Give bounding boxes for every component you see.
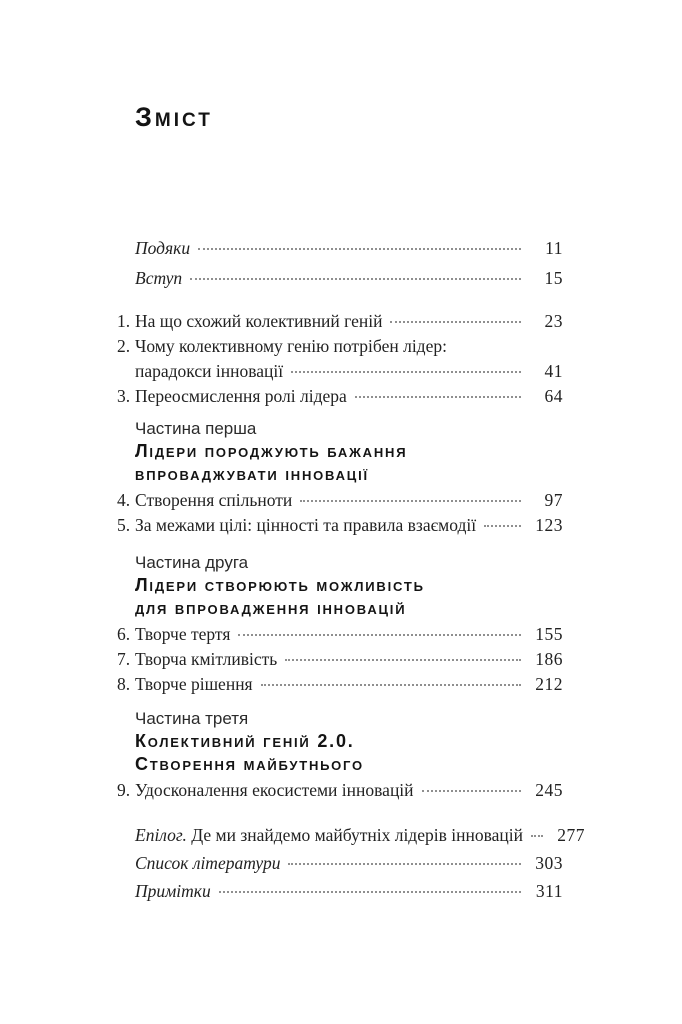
page-number: 212 xyxy=(535,674,563,694)
dot-leader xyxy=(198,248,521,250)
chapter-number: 6. xyxy=(117,624,131,644)
entry-title-italic: Епілог. xyxy=(135,825,187,845)
page-number: 186 xyxy=(535,649,563,669)
toc-entry-acknowledgments xyxy=(117,236,563,261)
chapter-title: На що схожий колективний геній xyxy=(135,311,383,331)
dot-leader xyxy=(484,525,521,527)
chapter-title: За межами цілі: цінності та правила взаємодії xyxy=(135,515,477,535)
chapter-title: Переосмислення ролі лідера xyxy=(135,386,347,406)
part-heading-1 xyxy=(135,417,563,486)
front-matter-list xyxy=(117,236,563,291)
chapter-entry-3 xyxy=(117,384,563,409)
toc-entry-bibliography xyxy=(117,851,563,876)
chapter-entry-2-line2 xyxy=(135,359,563,384)
page-number: 303 xyxy=(535,853,563,873)
chapter-list-4 xyxy=(117,778,563,803)
entry-title: Список літератури xyxy=(135,853,281,873)
chapter-number: 5. xyxy=(117,515,131,535)
page-number: 97 xyxy=(544,490,563,510)
chapter-title: Створення спільноти xyxy=(135,490,293,510)
page-number: 11 xyxy=(545,238,563,258)
dot-leader xyxy=(219,891,521,893)
page-number: 277 xyxy=(557,825,585,845)
part-title-line2: для впровадження інновацій xyxy=(135,598,407,618)
part-title-line1: Колективний геній 2.0. xyxy=(135,731,355,751)
chapter-number: 1. xyxy=(117,311,131,331)
chapter-number: 4. xyxy=(117,490,131,510)
dot-leader xyxy=(261,684,521,686)
chapter-title: Творче тертя xyxy=(135,624,231,644)
chapter-title: Удосконалення екосистеми інновацій xyxy=(135,780,414,800)
toc-entry-epilogue xyxy=(117,823,585,848)
page-number: 311 xyxy=(535,881,563,901)
chapter-number: 2. xyxy=(117,336,131,356)
chapter-title: Чому колективному генію потрібен лідер: xyxy=(135,336,447,356)
page-number: 245 xyxy=(535,780,563,800)
page-number: 41 xyxy=(544,361,563,381)
part-label: Частина третя xyxy=(135,709,249,728)
part-label: Частина друга xyxy=(135,553,249,572)
entry-title: Примітки xyxy=(135,881,211,901)
toc-entry-introduction xyxy=(117,266,563,291)
page-number: 23 xyxy=(544,311,563,331)
part-heading-3 xyxy=(135,707,563,776)
dot-leader xyxy=(285,659,521,661)
chapter-entry-6 xyxy=(117,622,563,647)
part-title-line1: Лідери створюють можливість xyxy=(135,575,425,595)
page-title: Зміст xyxy=(135,102,213,132)
chapter-entry-1 xyxy=(117,309,563,334)
dot-leader xyxy=(190,278,521,280)
chapter-entry-9 xyxy=(117,778,563,803)
part-label: Частина перша xyxy=(135,419,257,438)
part-title-line1: Лідери породжують бажання xyxy=(135,441,408,461)
chapter-entry-7 xyxy=(117,647,563,672)
dot-leader xyxy=(355,396,521,398)
page-number: 155 xyxy=(535,624,563,644)
chapter-entry-4 xyxy=(117,488,563,513)
chapter-number: 7. xyxy=(117,649,131,669)
part-heading-2 xyxy=(135,551,563,620)
page-number: 15 xyxy=(544,268,563,288)
chapter-entry-2-line1 xyxy=(117,334,563,359)
page-number: 123 xyxy=(535,515,563,535)
part-title-line2: впроваджувати інновації xyxy=(135,464,369,484)
dot-leader xyxy=(291,371,521,373)
entry-title: Вступ xyxy=(135,268,183,288)
dot-leader xyxy=(422,790,521,792)
dot-leader xyxy=(288,863,521,865)
dot-leader xyxy=(390,321,521,323)
dot-leader xyxy=(300,500,521,502)
toc-entry-notes xyxy=(117,879,563,904)
chapter-title-continued: парадокси інновації xyxy=(135,361,284,381)
dot-leader xyxy=(531,835,543,837)
chapter-entry-8 xyxy=(117,672,563,697)
chapter-number: 3. xyxy=(117,386,131,406)
part-title-line2: Створення майбутнього xyxy=(135,754,364,774)
chapter-list-1 xyxy=(117,309,563,409)
dot-leader xyxy=(238,634,521,636)
entry-title xyxy=(135,823,523,848)
entry-title: Подяки xyxy=(135,238,191,258)
chapter-title: Творче рішення xyxy=(135,674,253,694)
chapter-number: 8. xyxy=(117,674,131,694)
chapter-list-2 xyxy=(117,488,563,538)
chapter-entry-5 xyxy=(117,513,563,538)
chapter-number: 9. xyxy=(117,780,131,800)
entry-title-rest: Де ми знайдемо майбутніх лідерів інновацій xyxy=(186,825,523,845)
chapter-title: Творча кмітливість xyxy=(135,649,278,669)
chapter-list-3 xyxy=(117,622,563,697)
back-matter-list xyxy=(117,823,585,904)
page-number: 64 xyxy=(544,386,563,406)
